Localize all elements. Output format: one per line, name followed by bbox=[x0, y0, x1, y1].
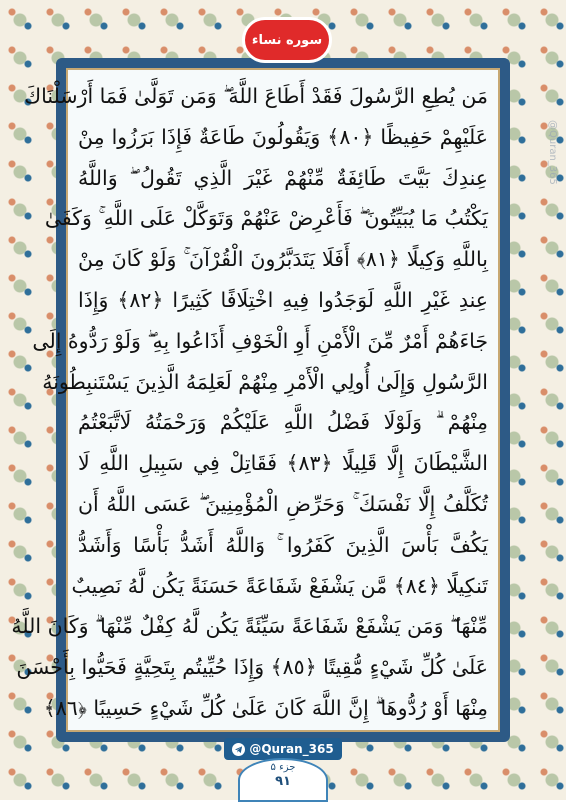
telegram-icon bbox=[232, 743, 245, 756]
verses-block bbox=[11, 76, 488, 726]
verse-line: الشَّيْطَانَ إِلَّا قَلِيلًا ﴿٨٣﴾ فَقَاتِلْ فِي سَبِيلِ اللَّهِ لَا bbox=[78, 451, 488, 476]
verse-line: مِنْهَا أَوْ رُدُّوهَا ۗ إِنَّ اللَّهَ كَانَ عَلَىٰ كُلِّ شَيْءٍ حَسِيبًا ﴿٨٦﴾ bbox=[43, 695, 488, 720]
verse-line: عَلَىٰ كُلِّ شَيْءٍ مُّقِيتًا ﴿٨٥﴾ وَإِذَا حُيِّيتُم بِتَحِيَّةٍ فَحَيُّوا بِأَحْسَنَ bbox=[16, 655, 488, 680]
verse-line: يَكُفَّ بَأْسَ الَّذِينَ كَفَرُوا ۚ وَاللَّهُ أَشَدُّ بَأْسًا وَأَشَدُّ bbox=[78, 532, 488, 557]
juz-label: جزء ۵ bbox=[270, 762, 296, 773]
verse-line: تُكَلَّفُ إِلَّا نَفْسَكَ ۚ وَحَرِّضِ الْمُؤْمِنِينَ ۖ عَسَى اللَّهُ أَن bbox=[78, 491, 488, 516]
channel-badge[interactable] bbox=[224, 738, 342, 760]
channel-handle: @Quran_365 bbox=[249, 742, 334, 756]
verse-line: مَن يُطِعِ الرَّسُولَ فَقَدْ أَطَاعَ اللَّهَ ۖ وَمَن تَوَلَّىٰ فَمَا أَرْسَلْنَاكَ bbox=[24, 84, 488, 108]
verse-line: يَكْتُبُ مَا يُبَيِّتُونَ ۖ فَأَعْرِضْ عَنْهُمْ وَتَوَكَّلْ عَلَى اللَّهِ ۚ وَكَفَىٰ bbox=[44, 206, 488, 231]
verse-line: تَنكِيلًا ﴿٨٤﴾ مَّن يَشْفَعْ شَفَاعَةً حَسَنَةً يَكُن لَّهُ نَصِيبٌ bbox=[71, 573, 488, 598]
verse-line: الرَّسُولِ وَإِلَىٰ أُولِي الْأَمْرِ مِنْهُمْ لَعَلِمَهُ الَّذِينَ يَسْتَنبِطُونَهُ bbox=[42, 369, 488, 394]
verse-line: عَلَيْهِمْ حَفِيظًا ﴿٨٠﴾ وَيَقُولُونَ طَاعَةٌ فَإِذَا بَرَزُوا مِنْ bbox=[78, 124, 488, 149]
watermark-text: @Quran_365 bbox=[547, 120, 558, 185]
verse-line: مِنْهُمْ ۗ وَلَوْلَا فَضْلُ اللَّهِ عَلَيْكُمْ وَرَحْمَتُهُ لَاتَّبَعْتُمُ bbox=[78, 410, 488, 435]
verse-line: مِّنْهَا ۖ وَمَن يَشْفَعْ شَفَاعَةً سَيِّئَةً يَكُن لَّهُ كِفْلٌ مِّنْهَا ۗ وَكَانَ اللَّهُ bbox=[11, 614, 488, 639]
verse-line: جَاءَهُمْ أَمْرٌ مِّنَ الْأَمْنِ أَوِ الْخَوْفِ أَذَاعُوا بِهِ ۖ وَلَوْ رَدُّوهُ إِلَى bbox=[32, 328, 488, 353]
surah-title-badge: سوره نساء bbox=[245, 20, 329, 60]
page-footer-badge bbox=[238, 758, 328, 802]
verse-line: عِندِ غَيْرِ اللَّهِ لَوَجَدُوا فِيهِ اخْتِلَافًا كَثِيرًا ﴿٨٢﴾ وَإِذَا bbox=[78, 287, 488, 312]
verse-line: عِندِكَ بَيَّتَ طَائِفَةٌ مِّنْهُمْ غَيْرَ الَّذِي تَقُولُ ۖ وَاللَّهُ bbox=[78, 165, 488, 190]
page-number: ۹۱ bbox=[275, 774, 291, 789]
verse-line: بِاللَّهِ وَكِيلًا ﴿٨١﴾ أَفَلَا يَتَدَبَّرُونَ الْقُرْآنَ ۚ وَلَوْ كَانَ مِنْ bbox=[78, 247, 488, 272]
